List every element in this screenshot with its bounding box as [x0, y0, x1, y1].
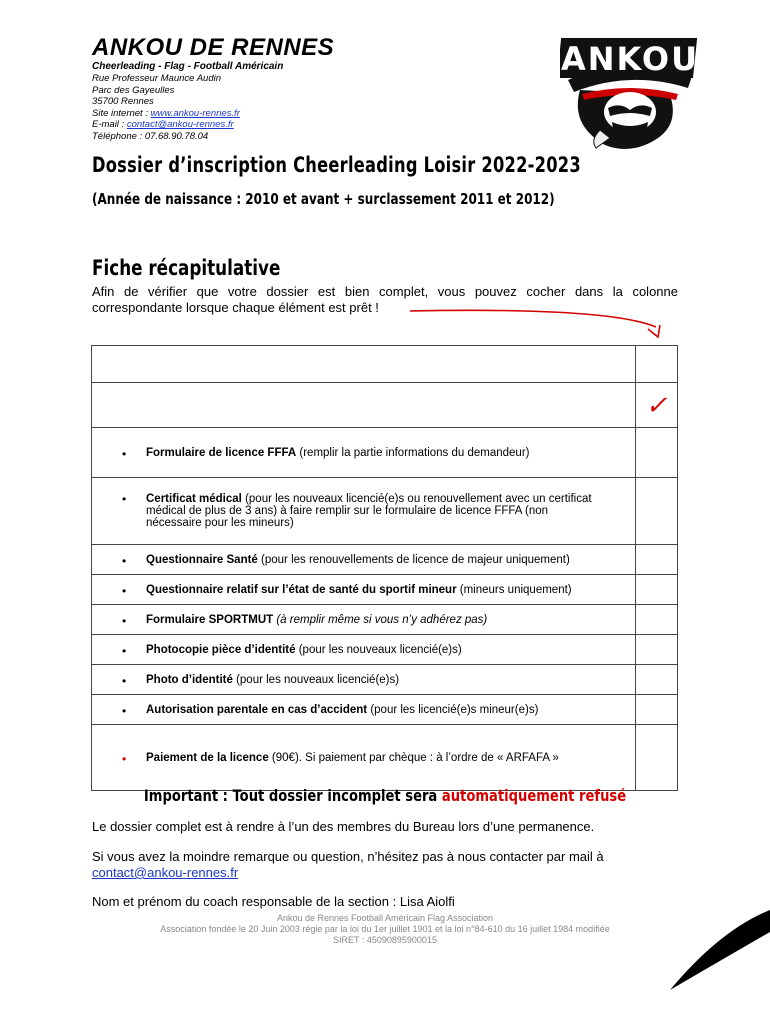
bullet-icon: •: [122, 613, 127, 628]
check-box[interactable]: [636, 605, 678, 635]
check-box[interactable]: [636, 725, 678, 791]
checkmark-icon: ✓: [645, 389, 668, 420]
website-line: [92, 108, 240, 120]
important-text: Important : Tout dossier incomplet sera: [143, 786, 442, 805]
website-label: Site internet :: [92, 107, 151, 119]
table-row: [92, 635, 678, 665]
item-title: Questionnaire Santé: [146, 553, 258, 566]
ankou-logo: [560, 30, 700, 152]
item-title: Formulaire SPORTMUT: [146, 613, 274, 626]
item-detail: (remplir la partie informations du demandeur): [296, 446, 530, 459]
header-cell: [92, 383, 636, 428]
phone-line: Téléphone : 07.68.90.78.04: [92, 130, 209, 142]
bullet-icon: •: [122, 703, 127, 718]
check-box[interactable]: [636, 428, 678, 478]
bullet-icon: •: [122, 673, 127, 688]
check-box[interactable]: [636, 478, 678, 545]
item-title: Paiement de la licence: [146, 751, 269, 764]
check-box[interactable]: [636, 545, 678, 575]
item-detail: (pour les nouveaux licencié(e)s): [232, 673, 400, 686]
item-title: Autorisation parentale en cas d’accident: [146, 703, 368, 716]
intro-text: Afin de vérifier que votre dossier est bien complet, vous pouvez cocher dans la colonne correspondante lorsque chaque élément est prêt !: [92, 284, 678, 315]
checklist-item: [92, 605, 636, 635]
decorative-swoosh: [660, 900, 770, 995]
item-detail: (pour les renouvellements de licence de majeur uniquement): [257, 553, 570, 566]
important-notice: [0, 786, 770, 805]
item-detail: (à remplir même si vous n’y adhérez pas): [273, 613, 488, 626]
club-subtitle: Cheerleading - Flag - Football Américain: [92, 61, 284, 72]
checklist-check-row: [92, 383, 678, 428]
checklist-item: [92, 575, 636, 605]
table-row: [92, 478, 678, 545]
red-arrow-icon: [408, 305, 668, 345]
document-subtitle: (Année de naissance : 2010 et avant + surclassement 2011 et 2012): [92, 190, 555, 208]
footer-line: Association fondée le 20 Juin 2003 régie par la loi du 1er juillet 1901 et la loi n°84-610 du 16 juillet 1984 modifiée: [160, 924, 610, 934]
email-link[interactable]: contact@ankou-rennes.fr: [126, 119, 234, 130]
table-row: [92, 665, 678, 695]
table-row: [92, 725, 678, 791]
email-label: E-mail :: [92, 119, 127, 130]
logo-text: ANKOU: [560, 40, 700, 78]
address-line: Parc des Gayeulles: [92, 84, 175, 96]
item-detail: (mineurs uniquement): [456, 583, 572, 596]
footer: [0, 913, 770, 946]
bullet-icon: •: [122, 583, 127, 598]
bullet-icon: •: [122, 553, 127, 568]
checklist-item: [92, 635, 636, 665]
checklist-item: [92, 695, 636, 725]
checklist-item: [92, 725, 636, 791]
coach-line: Nom et prénom du coach responsable de la section : Lisa Aiolfi: [92, 894, 455, 909]
bullet-icon: •: [122, 751, 127, 766]
check-box[interactable]: [636, 635, 678, 665]
check-header-cell: [636, 346, 678, 383]
email-line: [92, 119, 240, 131]
checklist-item: [92, 545, 636, 575]
item-detail: (90€). Si paiement par chèque : à l’ordre de « ARFAFA »: [268, 751, 559, 764]
contact-text: Si vous avez la moindre remarque ou question, n’hésitez pas à nous contacter par mail à: [92, 849, 604, 864]
checklist-item: [92, 665, 636, 695]
check-box[interactable]: [636, 575, 678, 605]
footer-line: Ankou de Rennes Football Américain Flag Association: [276, 913, 494, 923]
item-detail: (pour les nouveaux licencié(e)s ou renouvellement avec un certificat médical de plus de 3 ans) à faire remplir sur le formulaire de licence FFFA (non nécessaire pour les mineurs): [146, 493, 592, 529]
check-box[interactable]: [636, 665, 678, 695]
table-row: [92, 545, 678, 575]
bullet-icon: •: [122, 492, 127, 506]
checklist-item: [92, 478, 636, 545]
contact-paragraph: [92, 849, 678, 881]
item-title: Formulaire de licence FFFA: [146, 446, 297, 459]
item-title: Photocopie pièce d’identité: [146, 643, 296, 656]
header-cell: [92, 346, 636, 383]
table-row: [92, 605, 678, 635]
checklist-table: [91, 345, 678, 791]
check-box[interactable]: [636, 695, 678, 725]
bullet-icon: •: [122, 446, 127, 461]
table-row: [92, 428, 678, 478]
item-title: Photo d’identité: [146, 673, 233, 686]
document-title: Dossier d’inscription Cheerleading Loisir 2022-2023: [92, 153, 581, 177]
address-line: Rue Professeur Maurice Audin: [92, 73, 222, 84]
bullet-icon: •: [122, 643, 127, 658]
item-detail: (pour les nouveaux licencié(e)s): [295, 643, 462, 656]
item-detail: (pour les licencié(e)s mineur(e)s): [367, 703, 539, 716]
contact-email-link[interactable]: contact@ankou-rennes.fr: [92, 865, 239, 880]
return-instructions: Le dossier complet est à rendre à l’un des membres du Bureau lors d’une permanence.: [92, 819, 595, 834]
website-link[interactable]: www.ankou-rennes.fr: [150, 107, 240, 119]
table-row: [92, 695, 678, 725]
important-highlight: automatiquement refusé: [441, 786, 627, 805]
club-address: [92, 73, 240, 142]
item-title: Questionnaire relatif sur l’état de santé du sportif mineur: [146, 583, 457, 596]
section-title: Fiche récapitulative: [92, 256, 281, 280]
table-row: [92, 575, 678, 605]
checklist-item: [92, 428, 636, 478]
club-name: ANKOU DE RENNES: [92, 34, 335, 61]
footer-line: SIRET : 45090895900015: [333, 935, 437, 945]
item-title: Certificat médical: [146, 493, 242, 505]
checklist-header-row: [92, 346, 678, 383]
check-mark-cell: [636, 383, 678, 428]
address-line: 35700 Rennes: [92, 96, 154, 107]
